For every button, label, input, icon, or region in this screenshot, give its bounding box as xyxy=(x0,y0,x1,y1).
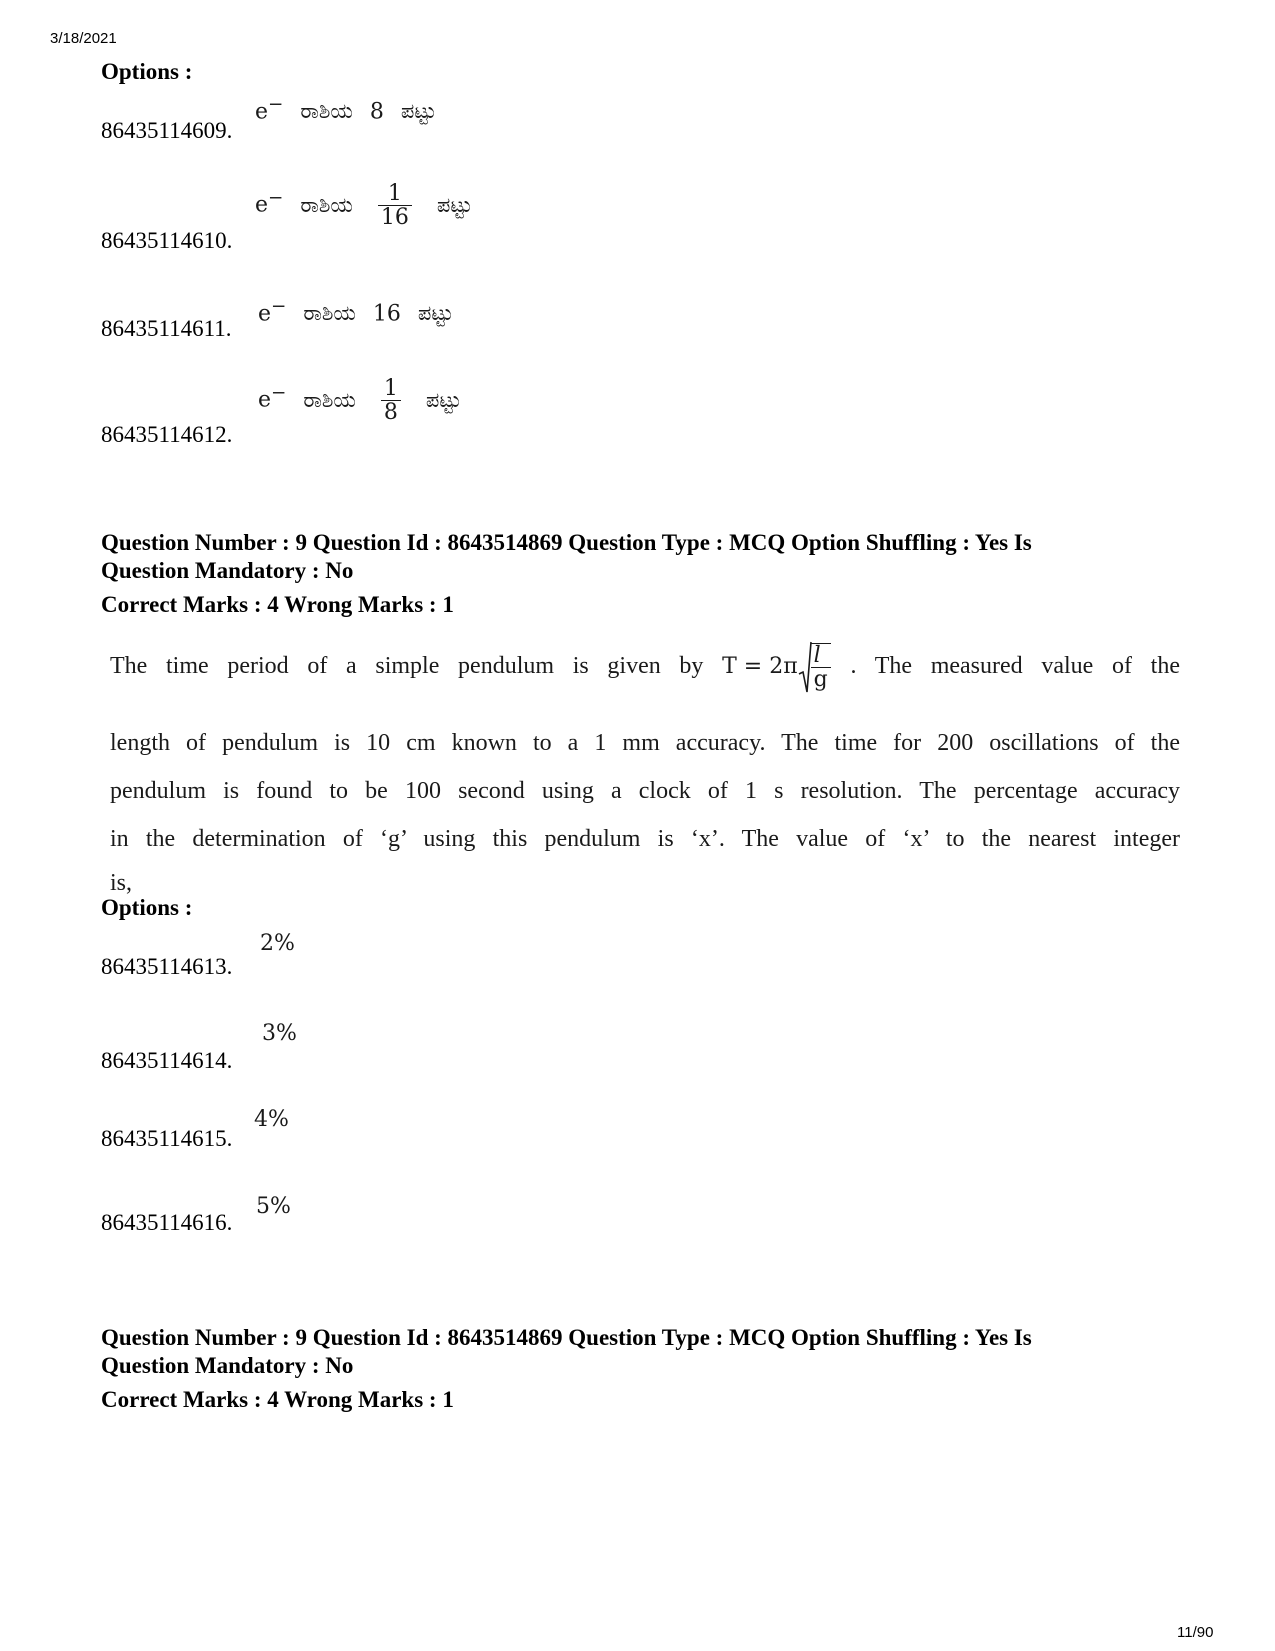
fraction-numerator: 1 xyxy=(378,182,412,206)
electron-symbol: e xyxy=(255,99,269,125)
page-number: 11/90 xyxy=(1177,1624,1214,1641)
formula-denominator: g xyxy=(813,667,828,693)
question-marks: Correct Marks : 4 Wrong Marks : 1 xyxy=(101,1387,454,1412)
question-header-line2: Question Mandatory : No xyxy=(101,1353,354,1378)
question-text-line: is, xyxy=(110,870,133,897)
kannada-suffix: ಪಟ್ಟು xyxy=(400,99,437,124)
kannada-word: ರಾಶಿಯ xyxy=(300,99,353,124)
fraction-numerator: 1 xyxy=(381,377,401,401)
option-id: 86435114612. xyxy=(101,422,233,447)
electron-charge: − xyxy=(271,296,287,317)
option-id: 86435114609. xyxy=(101,118,233,143)
question-header-line1: Question Number : 9 Question Id : 8643514869 Question Type : MCQ Option Shuffling : Yes Is xyxy=(101,1325,1032,1350)
question-marks: Correct Marks : 4 Wrong Marks : 1 xyxy=(101,592,454,617)
kannada-word: ರಾಶಿಯ xyxy=(303,387,356,412)
option-value: 8 xyxy=(369,99,384,125)
question-text-part: . The measured value of the xyxy=(850,653,1181,679)
option-id: 86435114614. xyxy=(101,1048,233,1073)
electron-charge: − xyxy=(271,382,287,404)
sqrt-sign xyxy=(798,640,812,694)
option-value: 5% xyxy=(256,1194,291,1219)
print-date: 3/18/2021 xyxy=(50,30,117,47)
kannada-suffix: ಪಟ್ಟು xyxy=(436,192,473,217)
question-text xyxy=(110,636,1180,903)
question-text-line: in the determination of ‘g’ using this pendulum is ‘x’. The value of ‘x’ to the nearest integer xyxy=(110,826,1180,853)
kannada-suffix: ಪಟ್ಟು xyxy=(425,387,462,412)
question-text-part: The time period of a simple pendulum is given by xyxy=(110,653,704,679)
option-id: 86435114610. xyxy=(101,228,233,253)
fraction-denominator: 16 xyxy=(380,205,409,231)
kannada-word: ರಾಶಿಯ xyxy=(300,192,353,217)
pendulum-formula xyxy=(722,637,832,697)
options-label: Options : xyxy=(101,895,193,920)
option-id: 86435114616. xyxy=(101,1210,233,1235)
option-content xyxy=(255,182,482,229)
fraction xyxy=(381,377,401,424)
formula-lhs: T = 2π xyxy=(722,654,798,680)
fraction xyxy=(378,182,412,229)
option-content xyxy=(258,377,471,424)
electron-symbol: e xyxy=(258,387,272,413)
formula-numerator: l xyxy=(811,644,831,668)
question-header-line1: Question Number : 9 Question Id : 8643514869 Question Type : MCQ Option Shuffling : Yes Is xyxy=(101,530,1032,555)
option-value: 2% xyxy=(260,931,295,956)
question-header-line2: Question Mandatory : No xyxy=(101,558,354,583)
kannada-suffix: ಪಟ್ಟು xyxy=(417,301,454,326)
formula-fraction xyxy=(811,643,831,691)
electron-charge: − xyxy=(268,94,284,115)
option-id: 86435114613. xyxy=(101,954,233,979)
option-value: 16 xyxy=(372,301,401,327)
option-content xyxy=(255,94,446,124)
option-content xyxy=(258,296,463,326)
options-label: Options : xyxy=(101,59,193,84)
question-text-line: pendulum is found to be 100 second using a clock of 1 s resolution. The percentage accuracy xyxy=(110,778,1180,805)
option-id: 86435114615. xyxy=(101,1126,233,1151)
question-text-line: length of pendulum is 10 cm known to a 1 mm accuracy. The time for 200 oscillations of the xyxy=(110,730,1180,757)
option-value: 3% xyxy=(262,1021,297,1046)
fraction-denominator: 8 xyxy=(383,400,398,426)
kannada-word: ರಾಶಿಯ xyxy=(303,301,356,326)
option-id: 86435114611. xyxy=(101,316,232,341)
electron-charge: − xyxy=(268,187,284,209)
option-value: 4% xyxy=(254,1107,289,1132)
electron-symbol: e xyxy=(258,301,272,327)
electron-symbol: e xyxy=(255,192,269,218)
